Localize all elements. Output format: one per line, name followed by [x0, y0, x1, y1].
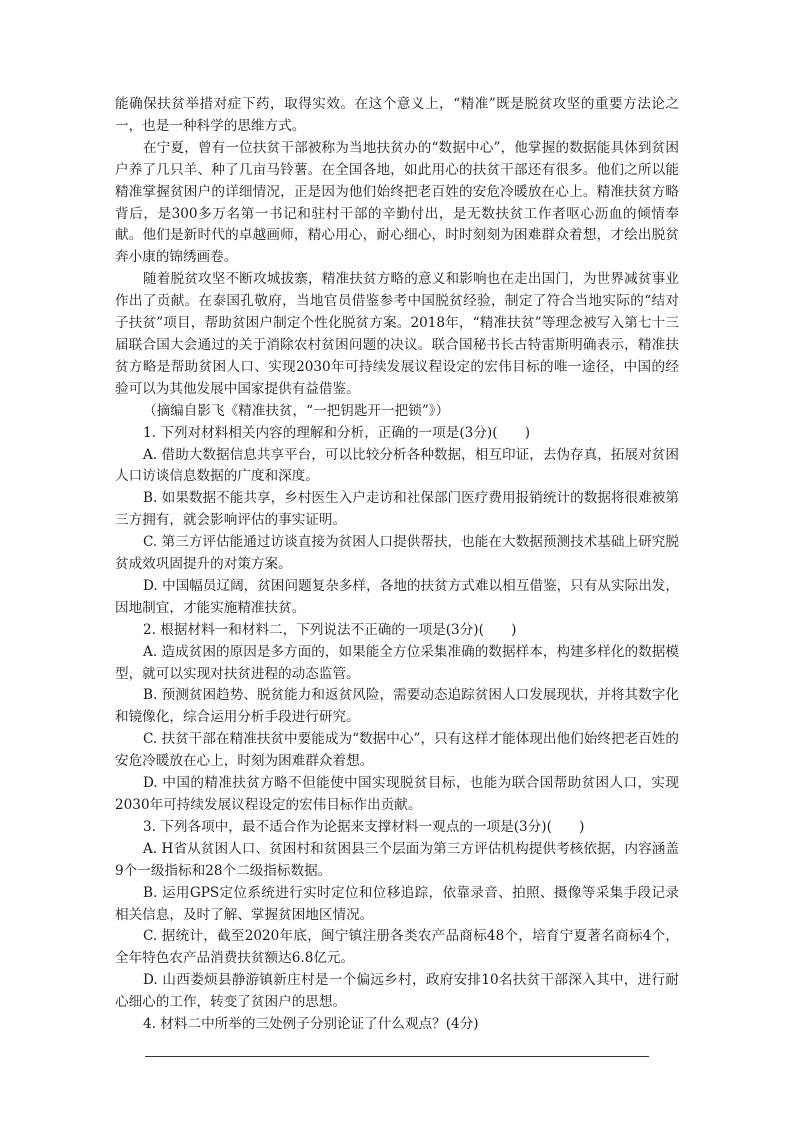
question-3-option-b[interactable]: B. 运用GPS定位系统进行实时定位和位移追踪，依靠录音、拍照、摄像等采集手段记录相关信息，及时了解、掌握贫困地区情况。	[115, 884, 679, 923]
question-1-option-c[interactable]: C. 第三方评估能通过访谈直接为贫困人口提供帮扶，也能在大数据预测技术基础上研究脱贫成效巩固提升的对策方案。	[115, 534, 679, 573]
question-1-option-d[interactable]: D. 中国幅员辽阔，贫困问题复杂多样，各地的扶贫方式难以相互借鉴，只有从实际出发，因地制宜，才能实施精准扶贫。	[115, 577, 679, 616]
question-2-option-b[interactable]: B. 预测贫困趋势、脱贫能力和返贫风险，需要动态追踪贫困人口发展现状，并将其数字化和镜像化，综合运用分析手段进行研究。	[115, 687, 679, 726]
passage-paragraph-3: 随着脱贫攻坚不断攻城拔寨，精准扶贫方略的意义和影响也在走出国门，为世界减贫事业作出了贡献。在泰国孔敬府，当地官员借鉴参考中国脱贫经验，制定了符合当地实际的“结对子扶贫”项目，帮助贫困户制定个性化脱贫方案。2018年，“精准扶贫”等理念被写入第七十三届联合国大会通过的关于消除农村贫困问题的决议。联合国秘书长古特雷斯明确表示，精准扶贫方略是帮助贫困人口、实现2030年可持续发展议程设定的宏伟目标的唯一途径，中国的经验可以为其他发展中国家提供有益借鉴。	[115, 271, 679, 397]
question-2-option-c[interactable]: C. 扶贫干部在精准扶贫中要能成为“数据中心”，只有这样才能体现出他们始终把老百姓的安危冷暖放在心上，时刻为困难群众着想。	[115, 731, 679, 770]
answer-line[interactable]	[145, 1056, 649, 1057]
question-3-option-a[interactable]: A. H省从贫困人口、贫困村和贫困县三个层面为第三方评估机构提供考核依据，内容涵盖9个一级指标和28个二级指标数据。	[115, 840, 679, 879]
passage-source: （摘编自影飞《精准扶贫，“一把钥匙开一把锁”》）	[143, 402, 450, 419]
question-1-option-a[interactable]: A. 借助大数据信息共享平台，可以比较分析各种数据，相互印证，去伪存真，拓展对贫困人口访谈信息数据的广度和深度。	[115, 446, 679, 485]
question-3-option-c[interactable]: C. 据统计，截至2020年底，闽宁镇注册各类农产品商标48个，培育宁夏著名商标4个，全年特色农产品消费扶贫额达6.8亿元。	[115, 928, 679, 967]
question-2-option-d[interactable]: D. 中国的精准扶贫方略不但能使中国实现脱贫目标，也能为联合国帮助贫困人口，实现2030年可持续发展议程设定的宏伟目标作出贡献。	[115, 775, 679, 813]
question-2-stem: 2. 根据材料一和材料二，下列说法不正确的一项是(3分)( )	[143, 621, 517, 638]
question-1-stem: 1. 下列对材料相关内容的理解和分析，正确的一项是(3分)( )	[143, 424, 530, 441]
question-3-option-d[interactable]: D. 山西娄烦县静游镇新庄村是一个偏远乡村，政府安排10名扶贫干部深入其中，进行耐心细心的工作，转变了贫困户的思想。	[115, 972, 679, 1011]
question-1-option-b[interactable]: B. 如果数据不能共享，乡村医生入户走访和社保部门医疗费用报销统计的数据将很难被第三方拥有，就会影响评估的事实证明。	[115, 490, 679, 529]
document-page	[115, 94, 679, 1057]
passage-paragraph-2: 在宁夏，曾有一位扶贫干部被称为当地扶贫办的“数据中心”，他掌握的数据能具体到贫困户养了几只羊、种了几亩马铃薯。在全国各地，如此用心的扶贫干部还有很多。他们之所以能精准掌握贫困户的详细情况，正是因为他们始终把老百姓的安危冷暖放在心上。精准扶贫方略背后，是300多万名第一书记和驻村干部的辛勤付出，是无数扶贫工作者呕心沥血的倾情奉献。他们是新时代的卓越画师，精心用心，耐心细心，时时刻刻为困难群众着想，才绘出脱贫奔小康的锦绣画卷。	[115, 139, 679, 266]
passage-paragraph-1: 能确保扶贫举措对症下药，取得实效。在这个意义上，“精准”既是脱贫攻坚的重要方法论之一，也是一种科学的思维方式。	[115, 96, 679, 134]
question-2-option-a[interactable]: A. 造成贫困的原因是多方面的，如果能全方位采集准确的数据样本，构建多样化的数据模型，就可以实现对扶贫进程的动态监管。	[115, 643, 679, 682]
question-4-stem: 4. 材料二中所举的三处例子分别论证了什么观点？(4分)	[143, 1016, 479, 1033]
question-3-stem: 3. 下列各项中，最不适合作为论据来支撑材料一观点的一项是(3分)( )	[143, 818, 585, 835]
